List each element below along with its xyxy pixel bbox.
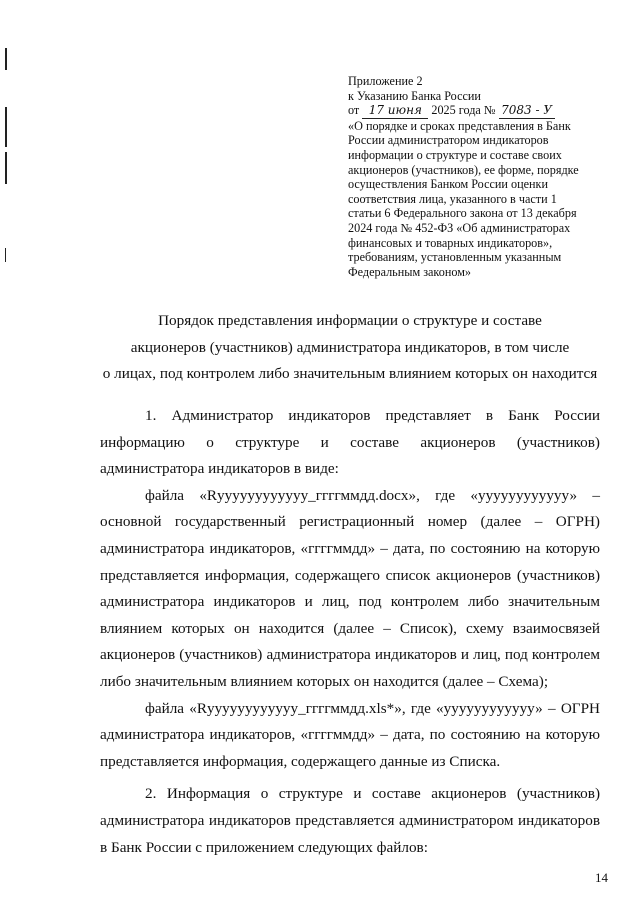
handwritten-number: 7083 - У — [499, 103, 555, 119]
annex-line: к Указанию Банка России — [348, 88, 481, 103]
page-number: 14 — [595, 870, 608, 885]
annex-line: 2024 года № 452-ФЗ «Об администраторах — [348, 220, 571, 235]
handwritten-date: 17 июня — [362, 103, 428, 119]
title-line: о лицах, под контролем либо значительным влиянием которых он находится — [102, 365, 598, 382]
paragraph-2: 2. Информация о структуре и составе акционеров (участников) администратора индикаторов представляется администратором индикаторов в Банк России с приложением следующих файлов: — [100, 785, 600, 856]
scan-margin-mark — [5, 48, 7, 70]
annex-line: требованиям, установленным указанным — [348, 250, 562, 265]
title-line: Порядок представления информации о структуре и составе — [158, 312, 542, 329]
document-body — [100, 403, 600, 861]
paragraph-xls-file: файла «Rуууууууууууу_ггггммдд.xls*», где «уууууууууууу» – ОГРН администратора индикаторов, «ггггммдд» – дата, по состоянию на которую представляется информация, содержащего данные из Списка. — [100, 699, 600, 770]
annex-line: осуществления Банком России оценки — [348, 177, 548, 192]
annex-line: Федеральным законом» — [348, 264, 472, 279]
annex-line: «О порядке и сроках представления в Банк — [348, 118, 571, 133]
title-line: акционеров (участников) администратора индикаторов, в том числе — [130, 338, 570, 356]
annex-line: России администратором индикаторов — [348, 133, 549, 148]
annex-date-prefix: от — [348, 103, 360, 118]
annex-year-text: 2025 года № — [431, 103, 496, 118]
annex-line: статьи 6 Федерального закона от 13 декабря — [348, 206, 577, 221]
annex-line: акционеров (участников), ее форме, порядке — [348, 162, 579, 177]
annex-line: соответствия лица, указанного в части 1 — [348, 191, 557, 206]
scan-margin-mark — [5, 248, 6, 262]
scan-margin-mark — [5, 107, 7, 147]
paragraph-1: 1. Администратор индикаторов представляет в Банк России информацию о структуре и составе акционеров (участников) администратора индикаторов в виде: — [100, 407, 600, 478]
paragraph-docx-file: файла «Rуууууууууууу_ггггммдд.docx», где «уууууууууууу» – основной государственный регистрационный номер (далее – ОГРН) администратора индикаторов, «ггггммдд» – дата, по состоянию на которую представляется информация, содержащего список акционеров (участников) администратора индикаторов и лиц, под контролем либо значительным влиянием которых он находится (далее – Список), схему взаимосвязей акционеров (участников) администратора индикаторов и лиц, под контролем либо значительным влиянием которых он находится (далее – Схема); — [100, 486, 600, 690]
annex-line: Приложение 2 — [348, 74, 423, 88]
annex-date-line — [348, 103, 608, 119]
scan-margin-mark — [5, 152, 7, 184]
document-title — [100, 308, 600, 388]
annex-line: информации о структуре и составе своих — [348, 147, 562, 162]
annex-header — [348, 74, 608, 279]
annex-line: финансовых и товарных индикаторов», — [348, 235, 553, 250]
